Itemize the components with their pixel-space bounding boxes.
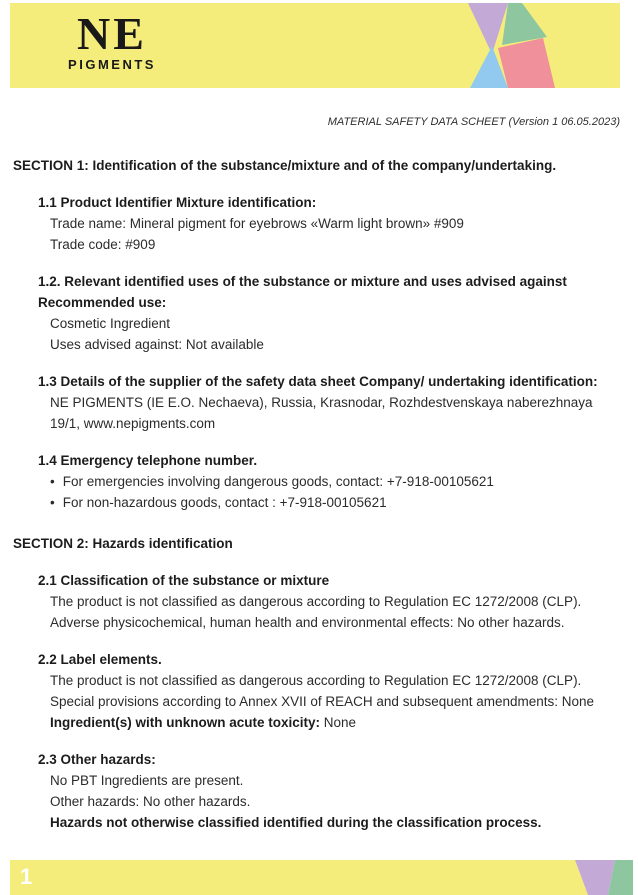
subsection-1-4 (13, 450, 620, 513)
subsection-2-1-title: 2.1 Classification of the substance or mixture (38, 573, 330, 588)
footer-decoration-shapes (575, 860, 633, 895)
body-line: Uses advised against: Not available (50, 337, 264, 352)
footer-yellow-bar (10, 860, 576, 895)
body-line: The product is not classified as dangerous according to Regulation EC 1272/2008 (CLP). (50, 594, 582, 609)
subsection-1-2 (13, 271, 620, 355)
body-line: The product is not classified as dangerous according to Regulation EC 1272/2008 (CLP). (50, 673, 582, 688)
section-2 (13, 533, 620, 833)
subsection-1-3 (13, 371, 620, 434)
subsection-1-4-title: 1.4 Emergency telephone number. (38, 453, 258, 468)
body-line: NE PIGMENTS (IE E.O. Nechaeva), Russia, Krasnodar, Rozhdestvenskaya naberezhnaya (50, 395, 593, 410)
body-line: Trade code: #909 (50, 237, 156, 252)
bullet-item (38, 492, 620, 513)
page-number: 1 (20, 864, 33, 889)
body-line-mixed (38, 712, 620, 733)
body-line: No PBT Ingredients are present. (50, 773, 244, 788)
subsection-1-1 (13, 192, 620, 255)
body-line-emphasis: Hazards not otherwise classified identified during the classification process. (50, 815, 542, 830)
subsection-2-1 (13, 570, 620, 633)
purple-wedge-shape (468, 3, 508, 54)
mixed-line-value: None (320, 715, 357, 730)
subsection-1-2-title-line2: Recommended use: (38, 295, 167, 310)
brand-logo-secondary: PIGMENTS (68, 57, 156, 72)
document-title: MATERIAL SAFETY DATA SCHEET (Version 1 06.05.2023) (327, 116, 620, 128)
body-line: Cosmetic Ingredient (50, 316, 171, 331)
subsection-2-2-title: 2.2 Label elements. (38, 652, 162, 667)
brand-logo (52, 8, 172, 72)
section-2-title: SECTION 2: Hazards identification (13, 536, 233, 551)
brand-logo-primary: NE (77, 8, 147, 59)
body-line: 19/1, www.nepigments.com (50, 416, 216, 431)
header-decoration-shapes (455, 3, 565, 88)
footer-band (10, 860, 638, 895)
body-line: Other hazards: No other hazards. (50, 794, 251, 809)
section-1-title: SECTION 1: Identification of the substance/mixture and of the company/undertaking. (13, 158, 557, 173)
body-line: Special provisions according to Annex XVII of REACH and subsequent amendments: None (50, 694, 595, 709)
bullet-text: For non-hazardous goods, contact : +7-918-00105621 (62, 495, 387, 510)
bullet-item (38, 471, 620, 492)
body-line: Trade name: Mineral pigment for eyebrows «Warm light brown» #909 (50, 216, 464, 231)
bullet-text: For emergencies involving dangerous goods, contact: +7-918-00105621 (62, 474, 494, 489)
subsection-2-2 (13, 649, 620, 733)
mixed-line-label: Ingredient(s) with unknown acute toxicity: (50, 715, 321, 730)
subsection-1-1-title: 1.1 Product Identifier Mixture identification: (38, 195, 317, 210)
subsection-2-3 (13, 749, 620, 833)
subsection-1-2-title: 1.2. Relevant identified uses of the substance or mixture and uses advised against (38, 274, 567, 289)
body-line: Adverse physicochemical, human health and environmental effects: No other hazards. (50, 615, 565, 630)
document-body (13, 150, 620, 833)
subsection-1-3-title: 1.3 Details of the supplier of the safety data sheet Company/ undertaking identification: (38, 374, 598, 389)
pink-quad-shape (498, 38, 555, 88)
section-1 (13, 155, 620, 513)
subsection-2-3-title: 2.3 Other hazards: (38, 752, 156, 767)
